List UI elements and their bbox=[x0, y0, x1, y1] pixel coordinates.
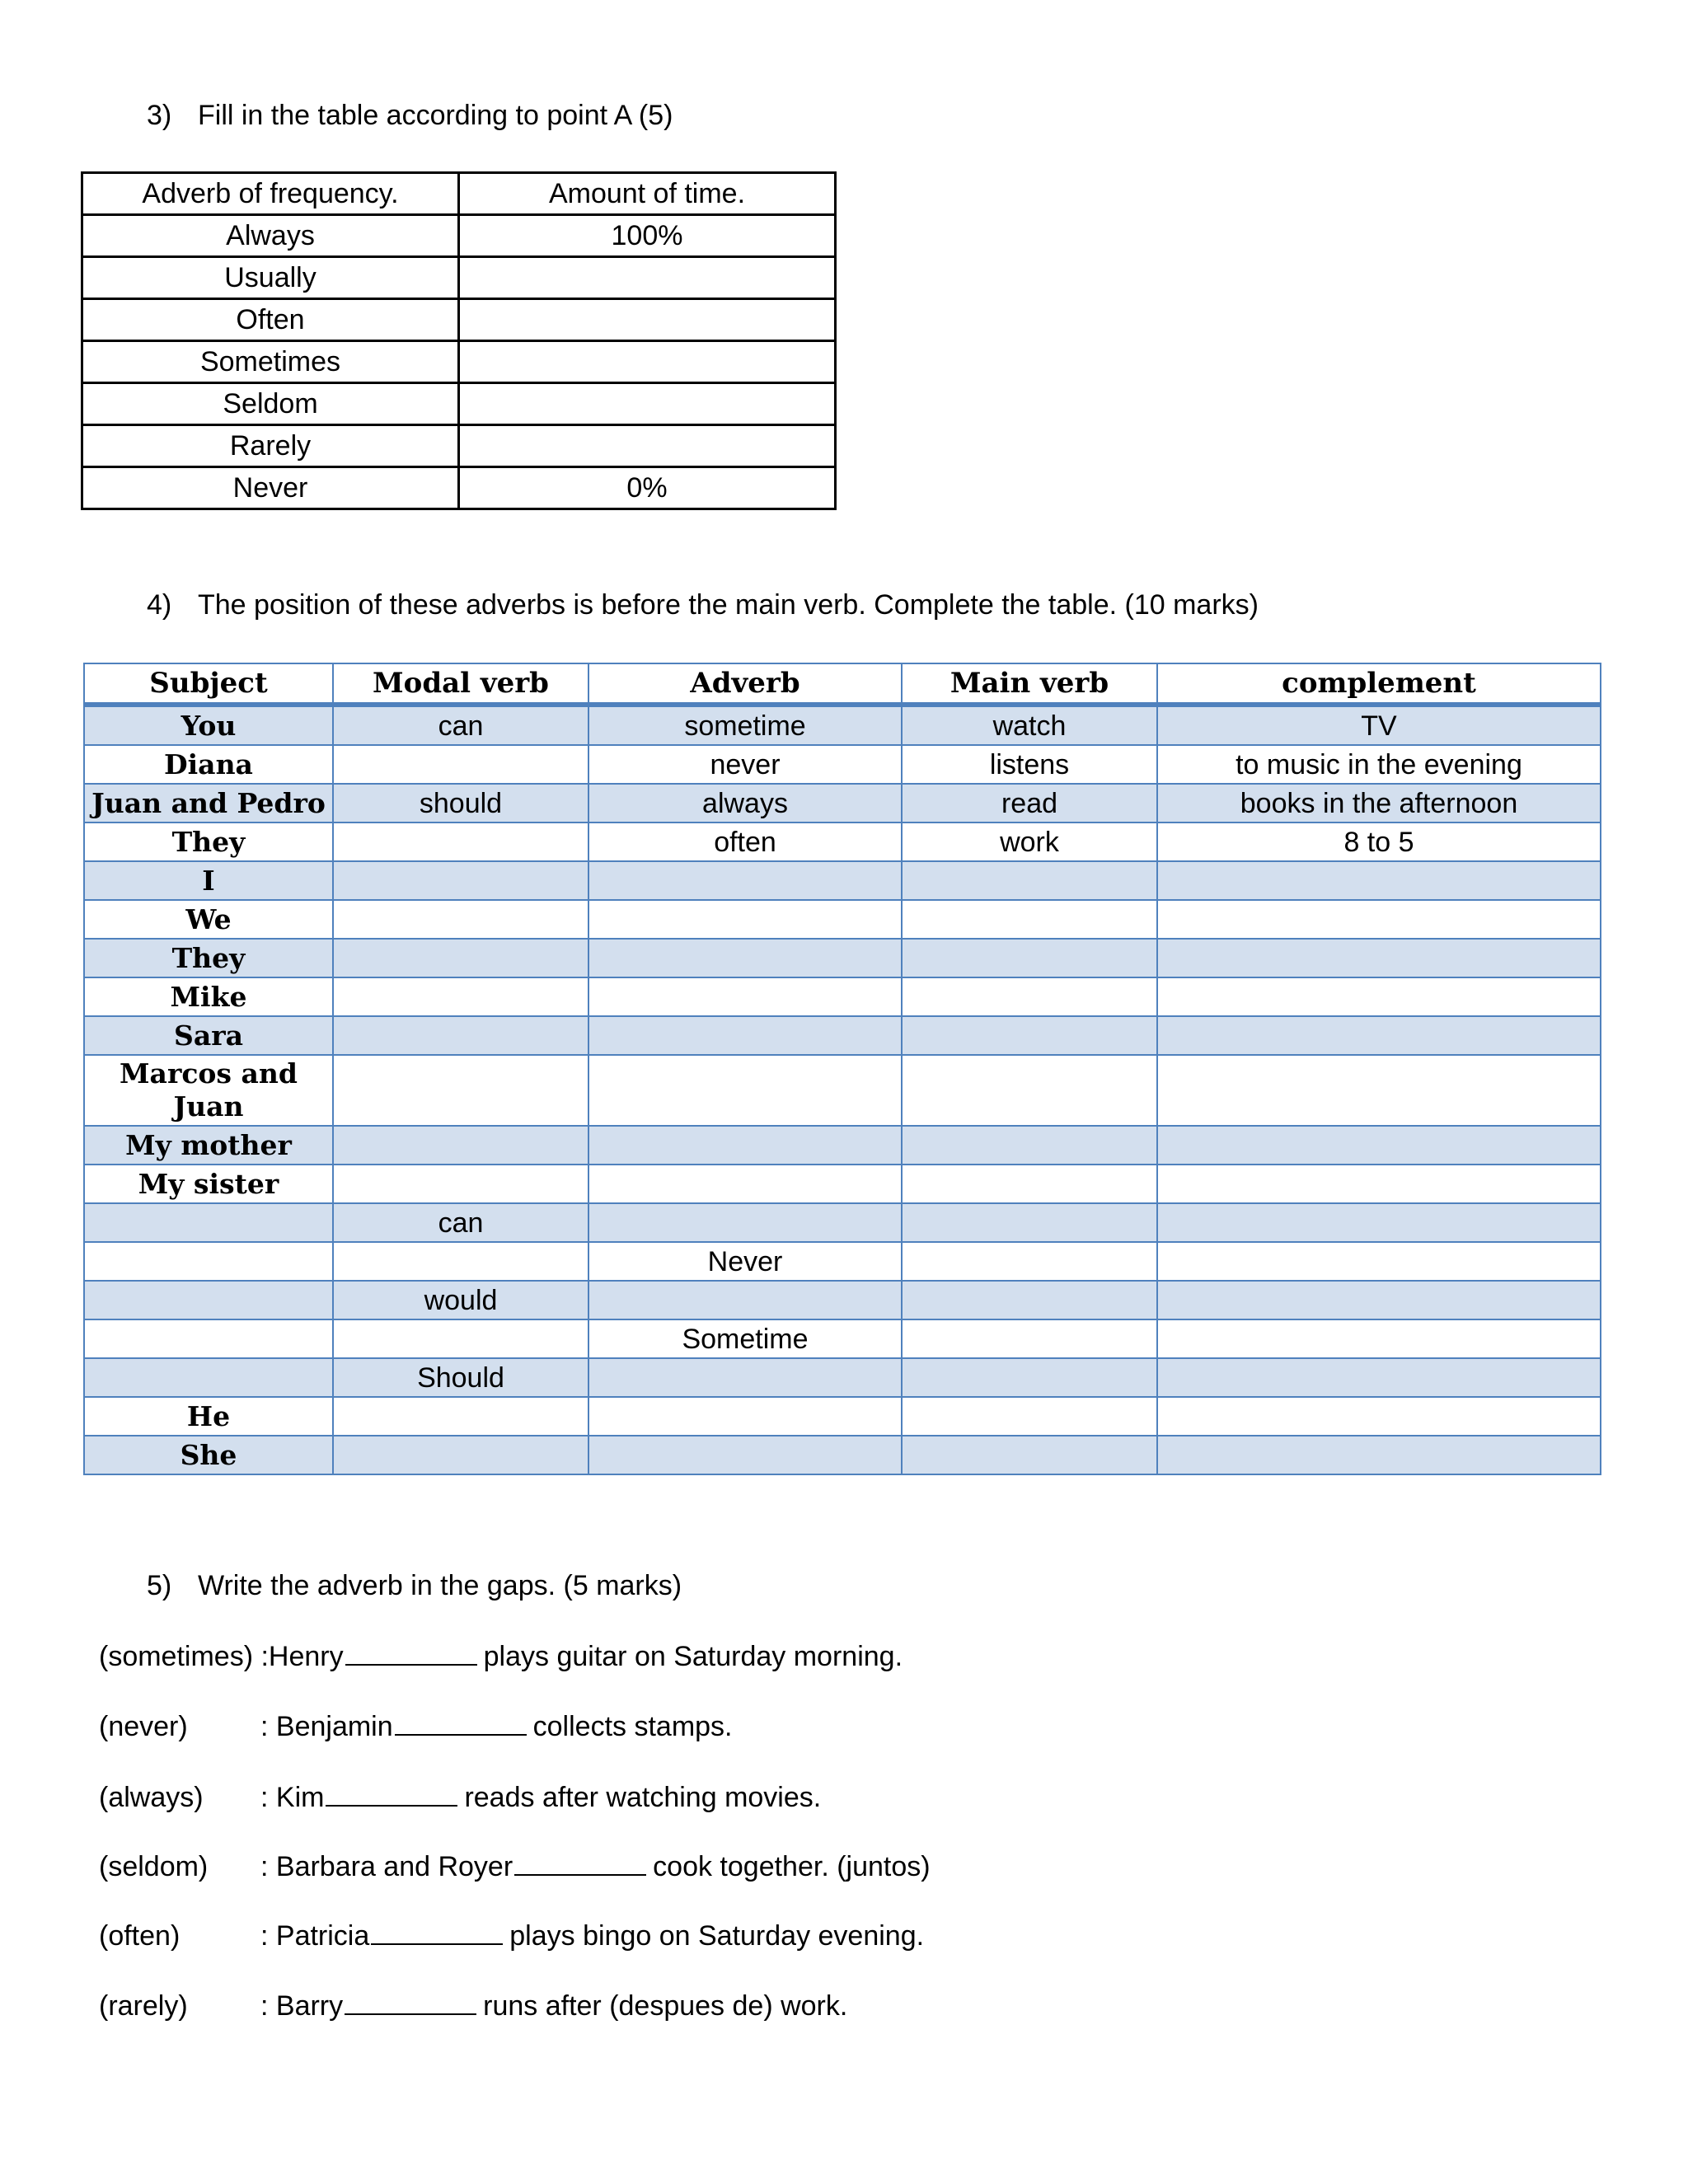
subject-cell[interactable] bbox=[84, 1319, 333, 1358]
modal-verb-cell: can bbox=[333, 1203, 588, 1242]
header-adverb-of-frequency: Adverb of frequency. bbox=[82, 173, 459, 215]
modal-verb-cell[interactable] bbox=[333, 977, 588, 1016]
gap-adverb-hint: (seldom) bbox=[99, 1851, 209, 1882]
gap-subject: : Barry bbox=[260, 1990, 344, 2022]
subject-cell: Marcos and Juan bbox=[84, 1055, 333, 1126]
frequency-table bbox=[81, 171, 837, 510]
complement-cell: books in the afternoon bbox=[1157, 784, 1601, 823]
main-verb-cell[interactable] bbox=[902, 1358, 1157, 1397]
modal-verb-cell[interactable] bbox=[333, 1126, 588, 1165]
adverb-cell: always bbox=[588, 784, 902, 823]
main-verb-cell[interactable] bbox=[902, 1436, 1157, 1474]
table-row bbox=[84, 861, 1601, 900]
adverb-cell: Often bbox=[82, 299, 459, 341]
table-row bbox=[84, 1165, 1601, 1203]
adverb-cell[interactable] bbox=[588, 1165, 902, 1203]
gap-adverb-hint: (always) bbox=[99, 1782, 204, 1813]
adverb-cell[interactable] bbox=[588, 1358, 902, 1397]
subject-cell: Juan and Pedro bbox=[84, 784, 333, 823]
subject-cell[interactable] bbox=[84, 1281, 333, 1319]
table-row bbox=[84, 1203, 1601, 1242]
adverb-cell: sometime bbox=[588, 705, 902, 745]
table-row bbox=[84, 1397, 1601, 1436]
main-verb-cell[interactable] bbox=[902, 1281, 1157, 1319]
main-verb-cell: listens bbox=[902, 745, 1157, 784]
adverb-cell: Always bbox=[82, 215, 459, 257]
gap-blank[interactable] bbox=[345, 1639, 477, 1666]
modal-verb-cell[interactable] bbox=[333, 1055, 588, 1126]
table-row bbox=[84, 977, 1601, 1016]
adverb-cell: Rarely bbox=[82, 425, 459, 467]
adverb-cell[interactable] bbox=[588, 977, 902, 1016]
modal-verb-cell[interactable] bbox=[333, 1242, 588, 1281]
subject-cell: He bbox=[84, 1397, 333, 1436]
subject-cell: They bbox=[84, 939, 333, 977]
subject-cell: Diana bbox=[84, 745, 333, 784]
header-complement: complement bbox=[1157, 663, 1601, 705]
adverb-position-table-header bbox=[84, 663, 1601, 705]
complement-cell[interactable] bbox=[1157, 939, 1601, 977]
main-verb-cell[interactable] bbox=[902, 977, 1157, 1016]
subject-cell: I bbox=[84, 861, 333, 900]
complement-cell[interactable] bbox=[1157, 1397, 1601, 1436]
adverb-cell[interactable] bbox=[588, 861, 902, 900]
section-5-heading bbox=[147, 1569, 682, 1602]
amount-cell: 0% bbox=[459, 467, 836, 509]
complement-cell[interactable] bbox=[1157, 977, 1601, 1016]
table-row bbox=[84, 939, 1601, 977]
gap-subject: : Benjamin bbox=[260, 1711, 393, 1742]
complement-cell: TV bbox=[1157, 705, 1601, 745]
subject-cell: You bbox=[84, 705, 333, 745]
modal-verb-cell: Should bbox=[333, 1358, 588, 1397]
adverb-cell: Sometime bbox=[588, 1319, 902, 1358]
adverb-cell[interactable] bbox=[588, 1016, 902, 1055]
subject-cell[interactable] bbox=[84, 1242, 333, 1281]
main-verb-cell[interactable] bbox=[902, 1203, 1157, 1242]
gap-item bbox=[99, 1709, 733, 1743]
frequency-row bbox=[82, 215, 836, 257]
adverb-cell: Usually bbox=[82, 257, 459, 299]
complement-cell[interactable] bbox=[1157, 861, 1601, 900]
adverb-cell: never bbox=[588, 745, 902, 784]
adverb-cell: Sometimes bbox=[82, 341, 459, 383]
modal-verb-cell[interactable] bbox=[333, 1397, 588, 1436]
gap-item bbox=[99, 1849, 931, 1883]
table-row bbox=[84, 1319, 1601, 1358]
amount-cell[interactable] bbox=[459, 257, 836, 299]
frequency-row bbox=[82, 467, 836, 509]
table-row bbox=[84, 1126, 1601, 1165]
main-verb-cell[interactable] bbox=[902, 861, 1157, 900]
adverb-cell: Never bbox=[588, 1242, 902, 1281]
gap-blank[interactable] bbox=[345, 1989, 476, 2015]
complement-cell[interactable] bbox=[1157, 900, 1601, 939]
gap-adverb-hint: (sometimes) : bbox=[99, 1641, 269, 1672]
table-row bbox=[84, 784, 1601, 823]
table-row bbox=[84, 1055, 1601, 1126]
header-amount-of-time: Amount of time. bbox=[459, 173, 836, 215]
section-4-heading bbox=[147, 588, 1259, 621]
amount-cell[interactable] bbox=[459, 299, 836, 341]
table-row bbox=[84, 1281, 1601, 1319]
section-4-title: The position of these adverbs is before the main verb. Complete the table. (10 marks) bbox=[198, 589, 1259, 621]
table-row bbox=[84, 1436, 1601, 1474]
frequency-row bbox=[82, 257, 836, 299]
complement-cell[interactable] bbox=[1157, 1319, 1601, 1358]
main-verb-cell: watch bbox=[902, 705, 1157, 745]
modal-verb-cell[interactable] bbox=[333, 861, 588, 900]
adverb-cell: often bbox=[588, 823, 902, 861]
adverb-cell[interactable] bbox=[588, 1055, 902, 1126]
gap-adverb-hint: (often) bbox=[99, 1920, 181, 1952]
section-3-title: Fill in the table according to point A (5) bbox=[198, 100, 673, 131]
frequency-row bbox=[82, 425, 836, 467]
amount-cell[interactable] bbox=[459, 341, 836, 383]
main-verb-cell[interactable] bbox=[902, 1016, 1157, 1055]
complement-cell[interactable] bbox=[1157, 1281, 1601, 1319]
table-row bbox=[84, 745, 1601, 784]
frequency-row bbox=[82, 299, 836, 341]
modal-verb-cell[interactable] bbox=[333, 900, 588, 939]
gap-sentence-rest: reads after watching movies. bbox=[464, 1782, 822, 1813]
gap-blank[interactable] bbox=[514, 1849, 646, 1876]
gap-blank[interactable] bbox=[395, 1709, 527, 1736]
main-verb-cell[interactable] bbox=[902, 1397, 1157, 1436]
header-subject: Subject bbox=[84, 663, 333, 705]
frequency-row bbox=[82, 383, 836, 425]
table-row bbox=[84, 900, 1601, 939]
adverb-cell[interactable] bbox=[588, 1436, 902, 1474]
main-verb-cell[interactable] bbox=[902, 1242, 1157, 1281]
table-row bbox=[84, 1242, 1601, 1281]
header-adverb: Adverb bbox=[588, 663, 902, 705]
complement-cell[interactable] bbox=[1157, 1016, 1601, 1055]
complement-cell[interactable] bbox=[1157, 1126, 1601, 1165]
gap-sentence-rest: collects stamps. bbox=[532, 1711, 733, 1742]
modal-verb-cell: would bbox=[333, 1281, 588, 1319]
gap-blank[interactable] bbox=[371, 1919, 503, 1945]
frequency-row bbox=[82, 341, 836, 383]
modal-verb-cell[interactable] bbox=[333, 1165, 588, 1203]
gap-item bbox=[99, 1989, 847, 2022]
complement-cell: 8 to 5 bbox=[1157, 823, 1601, 861]
adverb-cell[interactable] bbox=[588, 1281, 902, 1319]
modal-verb-cell[interactable] bbox=[333, 1436, 588, 1474]
subject-cell: Mike bbox=[84, 977, 333, 1016]
subject-cell: My sister bbox=[84, 1165, 333, 1203]
complement-cell[interactable] bbox=[1157, 1055, 1601, 1126]
complement-cell[interactable] bbox=[1157, 1242, 1601, 1281]
adverb-cell[interactable] bbox=[588, 1397, 902, 1436]
gap-sentence-rest: runs after (despues de) work. bbox=[483, 1990, 848, 2022]
main-verb-cell: work bbox=[902, 823, 1157, 861]
adverb-cell[interactable] bbox=[588, 939, 902, 977]
gap-item bbox=[99, 1639, 903, 1673]
subject-cell[interactable] bbox=[84, 1358, 333, 1397]
main-verb-cell[interactable] bbox=[902, 1165, 1157, 1203]
main-verb-cell[interactable] bbox=[902, 1126, 1157, 1165]
gap-sentence-rest: plays bingo on Saturday evening. bbox=[509, 1920, 925, 1952]
adverb-cell: Seldom bbox=[82, 383, 459, 425]
complement-cell[interactable] bbox=[1157, 1203, 1601, 1242]
complement-cell[interactable] bbox=[1157, 1165, 1601, 1203]
section-3-number: 3) bbox=[147, 100, 172, 131]
adverb-cell[interactable] bbox=[588, 1203, 902, 1242]
gap-sentence-rest: plays guitar on Saturday morning. bbox=[483, 1641, 903, 1672]
subject-cell: My mother bbox=[84, 1126, 333, 1165]
gap-subject: : Kim bbox=[260, 1782, 325, 1813]
gap-adverb-hint: (rarely) bbox=[99, 1990, 188, 2022]
gap-subject: : Patricia bbox=[260, 1920, 370, 1952]
amount-cell: 100% bbox=[459, 215, 836, 257]
modal-verb-cell[interactable] bbox=[333, 1319, 588, 1358]
table-row bbox=[84, 1016, 1601, 1055]
complement-cell[interactable] bbox=[1157, 1436, 1601, 1474]
table-row bbox=[84, 1358, 1601, 1397]
modal-verb-cell: should bbox=[333, 784, 588, 823]
main-verb-cell: read bbox=[902, 784, 1157, 823]
complement-cell: to music in the evening bbox=[1157, 745, 1601, 784]
subject-cell: We bbox=[84, 900, 333, 939]
section-4-number: 4) bbox=[147, 589, 172, 621]
adverb-position-table bbox=[83, 663, 1601, 1475]
section-5-number: 5) bbox=[147, 1570, 172, 1601]
adverb-cell[interactable] bbox=[588, 900, 902, 939]
gap-item bbox=[99, 1919, 924, 1952]
gap-blank[interactable] bbox=[326, 1780, 457, 1807]
gap-subject: : Barbara and Royer bbox=[260, 1851, 513, 1882]
header-main-verb: Main verb bbox=[902, 663, 1157, 705]
main-verb-cell[interactable] bbox=[902, 1055, 1157, 1126]
gap-adverb-hint: (never) bbox=[99, 1711, 188, 1742]
frequency-table-header bbox=[82, 173, 836, 215]
table-row bbox=[84, 823, 1601, 861]
subject-cell: They bbox=[84, 823, 333, 861]
gap-item bbox=[99, 1780, 821, 1814]
main-verb-cell[interactable] bbox=[902, 1319, 1157, 1358]
complement-cell[interactable] bbox=[1157, 1358, 1601, 1397]
section-3-heading bbox=[147, 99, 673, 132]
modal-verb-cell[interactable] bbox=[333, 939, 588, 977]
modal-verb-cell[interactable] bbox=[333, 745, 588, 784]
main-verb-cell[interactable] bbox=[902, 939, 1157, 977]
adverb-cell[interactable] bbox=[588, 1126, 902, 1165]
subject-cell[interactable] bbox=[84, 1203, 333, 1242]
gap-sentence-rest: cook together. (juntos) bbox=[653, 1851, 931, 1882]
amount-cell[interactable] bbox=[459, 383, 836, 425]
modal-verb-cell[interactable] bbox=[333, 1016, 588, 1055]
table-row bbox=[84, 705, 1601, 745]
gap-subject: Henry bbox=[268, 1641, 344, 1672]
subject-cell: Sara bbox=[84, 1016, 333, 1055]
header-modal-verb: Modal verb bbox=[333, 663, 588, 705]
section-5-title: Write the adverb in the gaps. (5 marks) bbox=[198, 1570, 682, 1601]
modal-verb-cell[interactable] bbox=[333, 823, 588, 861]
subject-cell: She bbox=[84, 1436, 333, 1474]
adverb-cell: Never bbox=[82, 467, 459, 509]
amount-cell[interactable] bbox=[459, 425, 836, 467]
main-verb-cell[interactable] bbox=[902, 900, 1157, 939]
modal-verb-cell: can bbox=[333, 705, 588, 745]
